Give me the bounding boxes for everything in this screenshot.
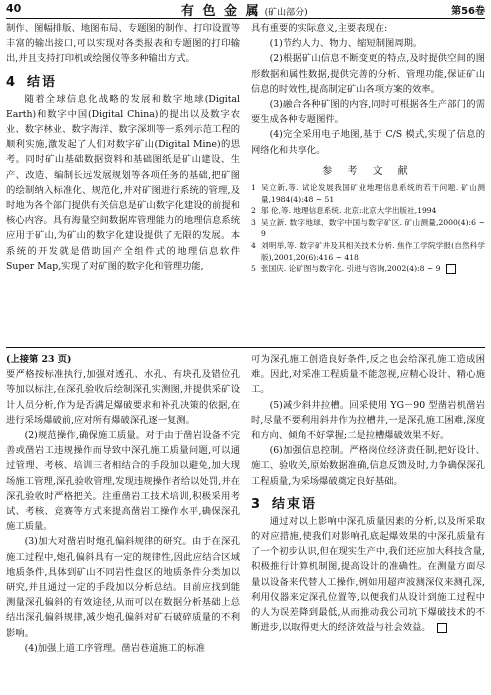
paragraph: 随着全球信息化战略的发展和数字地球(Digital Earth)和数字中国(Digital China)的提出以及数字农业、数字林业、数字海洋、数字深圳等一系列示范工程的顺利实施,激发起了人们对数字矿山(Digital Mine)的思考。同时矿山基础数据资料和基础图纸是矿山建设、生产、改造、编制长远发展规划等各项任务的基础,把矿图的绘制纳入标准化、规范化,并对矿图进行系统的管理,及时地为各个部门提供有关信息是矿山数字化建设的前提和核心内容。具有海量空间数据库管理能力的地理信息系统应用于矿山,为矿山的数字化建设提供了无限的发展。本系统的开发就是借助国产全组件式的地理信息软件 Super Map,实现了对矿图的数字化和管理功能, — [6, 93, 240, 272]
paragraph: 要严格按标准执行,加强对透孔、水孔、有块孔及错位孔等加以标注,在深孔验收后绘制深孔实测图,并提供采矿设计人员分析,作为是否满足爆破要求和补孔决策的依据,在进行采场爆破前,应对所有爆破深孔逐一复测。 — [6, 369, 240, 426]
list-item: (2)根据矿山信息不断变更的特点,及时提供空间的图形数据和属性数据,提供完善的分析、管理功能,保证矿山信息的时效性,提高制定矿山各项方案的效率。 — [251, 53, 485, 95]
continuation-note: (上接第 23 页) — [6, 354, 72, 365]
journal-title: 有 色 金 属 — [181, 4, 261, 19]
section-heading — [251, 493, 485, 512]
reference-number: 2 — [251, 206, 256, 216]
section-title: 结语 — [27, 74, 58, 90]
paragraph: (6)加强信息控制。严格岗位经济责任制,把好设计、施工、验收关,原始数据准确,信息反馈及时,力争确保深孔工程质量,为采场爆破奠定良好基础。 — [251, 445, 485, 487]
paragraph: (4)加强上道工序管理。凿岩巷道施工的标准 — [24, 642, 206, 654]
paragraph-text: 通过对以上影响中深孔质量因素的分析,以及所采取的对应措施,使我们对影响孔底起爆效果的中深孔质量有了一个初步认识,但在现实生产中,我们还应加大科技含量,积极推行计算机制图,提高设计的准确性。在测量方面尽量以设备来代替人工操作,例如用超声波测深仪来测孔深,利用仪器来定深孔位置等,以便我们从设计到施工过程中的人为误差降到最低,从而推动我公司坑下爆破技术的不断进步,以取得更大的经济效益与社会效益。 — [251, 515, 485, 634]
reference-item — [251, 217, 485, 240]
journal-subtitle: (矿山部分) — [264, 8, 308, 18]
bottom-right-column — [251, 352, 485, 635]
page-header — [6, 0, 485, 17]
reference-text: 邬 伦,等. 地理信息系统. 北京:北京大学出版社,1994 — [261, 206, 437, 216]
header-rule — [6, 18, 485, 19]
volume-number: 第56卷 — [451, 6, 485, 17]
paragraph: (3)加大对凿岩时炮孔偏斜规律的研究。由于在深孔施工过程中,炮孔偏斜具有一定的规律性,因此应结合区域地质条件,具体到矿山不同岩性盘区的地质条件分类加以研究,并且通过一定的手段加以分析总结。目前应找到能测量深孔偏斜的有效途径,从而可以在数据分析基础上总结出深孔偏斜规律,减少炮孔偏斜对矿石破碎质量的不利影响。 — [6, 536, 240, 639]
reference-item — [251, 240, 485, 263]
top-right-column — [251, 21, 485, 275]
list-item: (1)节约人力、物力、缩短制图周期。 — [269, 38, 423, 50]
article-divider — [6, 347, 485, 348]
reference-text: 张国庆. 论矿图与数字化. 引进与咨询,2002(4):8 ~ 9 — [261, 264, 441, 274]
reference-number: 1 — [251, 183, 256, 193]
reference-text: 刘明举,等. 数字矿井及其相关技术分析. 焦作工学院学报(自然科学版),2001,20(6):416 ~ 418 — [261, 241, 485, 262]
reference-text: 吴立新,等. 试论发展我国矿业地理信息系统的若干问题. 矿山测量,1984(4):48 ~ 51 — [261, 183, 485, 204]
reference-item — [251, 205, 485, 217]
page-number: 40 — [6, 2, 22, 15]
paragraph — [251, 514, 485, 636]
references-title: 参 考 文 献 — [322, 165, 414, 177]
section-heading — [6, 71, 240, 90]
reference-number: 3 — [251, 217, 256, 227]
list-item: (4)完全采用电子地图,基于 C/S 模式,实现了信息的网络化和共享化。 — [251, 129, 485, 156]
end-mark — [446, 264, 456, 274]
list-item: (3)融合各种矿图的内容,同时可根据各生产部门的需要生成各种专题图件。 — [251, 99, 485, 126]
paragraph: 具有重要的实际意义,主要表现在: — [251, 23, 388, 34]
reference-text: 吴立新. 数字地球、数字中国与数字矿区. 矿山测量,2000(4):6 ~ 9 — [261, 217, 485, 239]
journal-name — [181, 0, 308, 19]
bottom-left-column — [6, 352, 240, 656]
reference-item — [251, 182, 485, 205]
section-number: 4 — [6, 74, 18, 90]
end-mark — [437, 623, 447, 633]
reference-number: 4 — [251, 241, 256, 250]
paragraph — [6, 352, 240, 367]
section-number: 3 — [251, 496, 263, 512]
paragraph: 可为深孔施工创造良好条件,反之也会给深孔施工造成困难。因此,对采准工程质量不能忽视,应精心设计、精心施工。 — [251, 354, 485, 396]
section-title: 结束语 — [272, 496, 318, 512]
paragraph: 制作、图幅排版、地图布局、专题图的制作、打印设置等丰富的输出接口,可以实现对各类报表和专题图的打印输出,并且支持打印机或绘图仪等多种输出方式。 — [6, 23, 240, 65]
reference-number: 5 — [251, 264, 256, 274]
reference-item — [251, 263, 485, 275]
top-left-column — [6, 21, 240, 274]
paragraph: (2)规范操作,确保施工质量。对于由于凿岩设备不完善或凿岩工违规操作而导致中深孔施工质量问题,可以通过管理、考核、培训三者相结合的手段加以避免,加大现场施工管理,深孔验收管理,发现违规操作者给以处罚,并在深孔验收时严格把关。注重凿岩工技术培训,积极采用考试、考核、竞赛等方式来提高凿岩工操作水平,确保深孔施工质量。 — [6, 430, 240, 533]
paragraph: (5)减少斜井拉槽。回采使用 YG－90 型凿岩机凿岩时,尽量不要利用斜井作为拉槽井,一是深孔施工困难,深度和方向、倾角不好掌握;二是拉槽爆破效果不好。 — [251, 399, 485, 442]
